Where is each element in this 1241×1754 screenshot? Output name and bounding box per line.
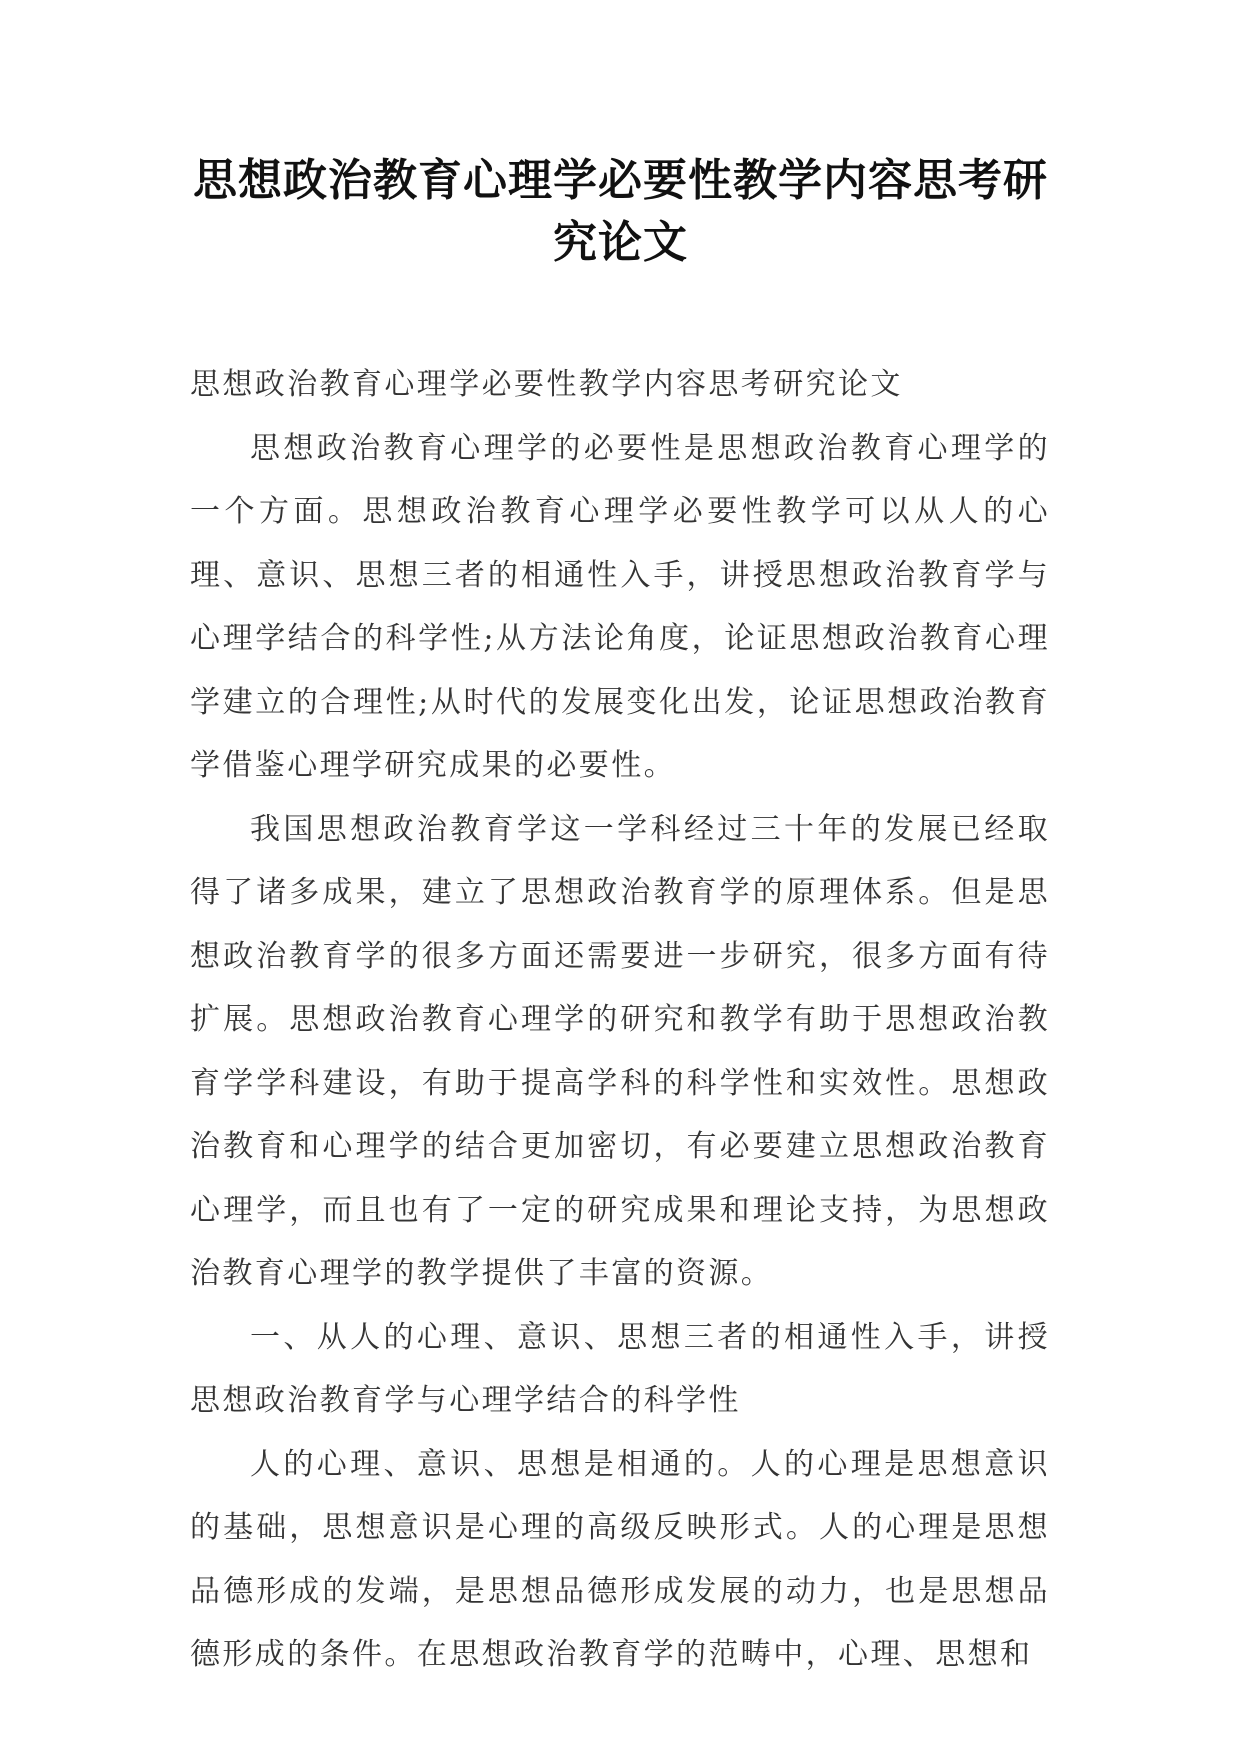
document-title: 思想政治教育心理学必要性教学内容思考研究论文 — [193, 155, 1048, 268]
paragraph-3: 人的心理、意识、思想是相通的。人的心理是思想意识的基础，思想意识是心理的高级反映形式。人的心理是思想品德形成的发端，是思想品德形成发展的动力，也是思想品德形成的条件。在思想政治教育学的范畴中，心理、思想和 — [190, 1446, 1050, 1672]
subtitle-line: 思想政治教育心理学必要性教学内容思考研究论文 — [190, 367, 903, 402]
paragraph-1: 思想政治教育心理学的必要性是思想政治教育心理学的一个方面。思想政治教育心理学必要性教学可以从人的心理、意识、思想三者的相通性入手，讲授思想政治教育学与心理学结合的科学性;从方法论角度，论证思想政治教育心理学建立的合理性;从时代的发展变化出发，论证思想政治教育学借鉴心理学研究成果的必要性。 — [190, 430, 1050, 783]
section-heading-1: 一、从人的心理、意识、思想三者的相通性入手，讲授思想政治教育学与心理学结合的科学性 — [190, 1319, 1050, 1418]
document-body — [190, 353, 1050, 1687]
paragraph-2: 我国思想政治教育学这一学科经过三十年的发展已经取得了诸多成果，建立了思想政治教育学的原理体系。但是思想政治教育学的很多方面还需要进一步研究，很多方面有待扩展。思想政治教育心理学的研究和教学有助于思想政治教育学学科建设，有助于提高学科的科学性和实效性。思想政治教育和心理学的结合更加密切，有必要建立思想政治教育心理学，而且也有了一定的研究成果和理论支持，为思想政治教育心理学的教学提供了丰富的资源。 — [190, 811, 1050, 1291]
